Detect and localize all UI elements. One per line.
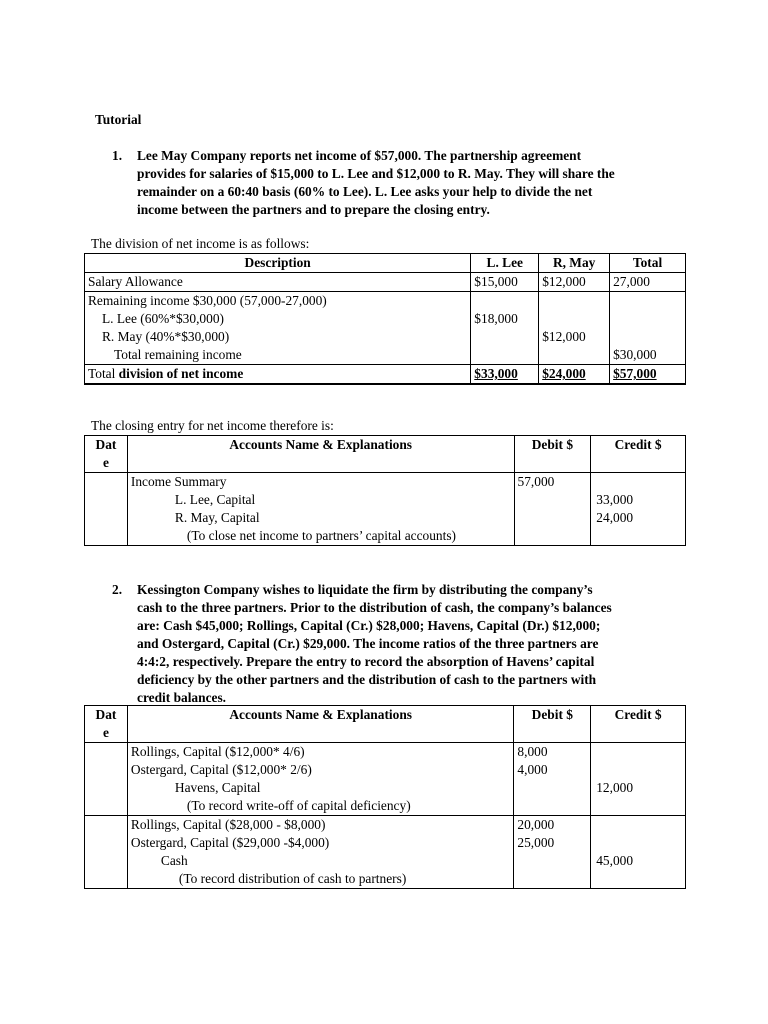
- table-row: [85, 816, 686, 889]
- debit-value: 8,000: [517, 744, 548, 759]
- q2-line: and Ostergard, Capital (Cr.) $29,000. The income ratios of the three partners are: [137, 636, 599, 651]
- q2-text: [137, 581, 612, 707]
- col-total: Total: [610, 254, 686, 273]
- q2-number: 2.: [112, 582, 123, 597]
- col-accounts: Accounts Name & Explanations: [127, 706, 513, 743]
- total-lee: $33,000: [474, 366, 518, 381]
- q1-text: [137, 147, 615, 219]
- credit-value: 45,000: [596, 853, 634, 868]
- total-lee-cell: [471, 365, 539, 385]
- q2-line: 4:4:2, respectively. Prepare the entry to record the absorption of Havens’ capital: [137, 654, 595, 669]
- remaining-may: $12,000: [542, 329, 586, 344]
- col-description: Description: [85, 254, 471, 273]
- debit-value: 57,000: [517, 474, 555, 489]
- salary-total: 27,000: [610, 273, 686, 292]
- account-line: Havens, Capital: [174, 780, 261, 795]
- page-title: Tutorial: [95, 112, 142, 127]
- total-desc-plain: Total: [88, 366, 119, 381]
- total-total-cell: [610, 365, 686, 385]
- total-desc: [85, 365, 471, 385]
- table-header-row: [85, 254, 686, 273]
- remaining-line: Total remaining income: [114, 347, 242, 362]
- closing-intro: The closing entry for net income therefore is:: [91, 418, 334, 433]
- remaining-may-cell: [539, 292, 610, 365]
- account-line: Rollings, Capital ($28,000 - $8,000): [130, 817, 326, 832]
- col-may: R, May: [539, 254, 610, 273]
- accounts-cell: [127, 743, 513, 816]
- table-row: [85, 292, 686, 365]
- remaining-lee: $18,000: [474, 311, 518, 326]
- table-row: [85, 273, 686, 292]
- credit-cell: [591, 816, 686, 889]
- explanation-line: (To record distribution of cash to partners): [178, 871, 407, 886]
- debit-cell: [514, 473, 591, 546]
- col-debit: Debit $: [514, 706, 591, 743]
- date-cell: [85, 473, 128, 546]
- q2-line: cash to the three partners. Prior to the distribution of cash, the company’s balances: [137, 600, 612, 615]
- q2-line: are: Cash $45,000; Rollings, Capital (Cr.) $28,000; Havens, Capital (Dr.) $12,000;: [137, 618, 601, 633]
- accounts-cell: [127, 473, 514, 546]
- account-line: Income Summary: [130, 474, 227, 489]
- account-line: Cash: [160, 853, 188, 868]
- account-line: Ostergard, Capital ($12,000* 2/6): [130, 762, 312, 777]
- q2-line: credit balances.: [137, 690, 227, 705]
- account-line: Rollings, Capital ($12,000* 4/6): [130, 744, 305, 759]
- credit-cell: [591, 473, 686, 546]
- total-may-cell: [539, 365, 610, 385]
- date-cell: [85, 816, 128, 889]
- col-date-2: e: [102, 455, 109, 470]
- col-date: [85, 436, 128, 473]
- credit-value: 24,000: [596, 510, 634, 525]
- col-debit: Debit $: [514, 436, 591, 473]
- remaining-lee-cell: [471, 292, 539, 365]
- table-header-row: [85, 706, 686, 743]
- remaining-line: Remaining income $30,000 (57,000-27,000): [88, 293, 327, 308]
- closing-entry-table: [84, 435, 686, 546]
- table-header-row: [85, 436, 686, 473]
- q1-line: Lee May Company reports net income of $57,000. The partnership agreement: [137, 148, 582, 163]
- col-credit: Credit $: [591, 706, 686, 743]
- q2-line: Kessington Company wishes to liquidate the firm by distributing the company’s: [137, 582, 593, 597]
- division-table: [84, 253, 686, 385]
- remaining-desc: [85, 292, 471, 365]
- account-line: R. May, Capital: [174, 510, 260, 525]
- accounts-cell: [127, 816, 513, 889]
- debit-value: 20,000: [517, 817, 555, 832]
- col-accounts: Accounts Name & Explanations: [127, 436, 514, 473]
- total-desc-bold: division of net income: [118, 366, 244, 381]
- explanation-line: (To record write-off of capital deficiency): [186, 798, 411, 813]
- liquidation-entry-table: [84, 705, 686, 889]
- date-cell: [85, 743, 128, 816]
- salary-may: $12,000: [539, 273, 610, 292]
- q1-line: provides for salaries of $15,000 to L. Lee and $12,000 to R. May. They will share the: [137, 166, 615, 181]
- col-date-2: e: [102, 725, 109, 740]
- q1-line: remainder on a 60:40 basis (60% to Lee). L. Lee asks your help to divide the net: [137, 184, 593, 199]
- col-date-1: Dat: [95, 707, 117, 722]
- account-line: L. Lee, Capital: [174, 492, 256, 507]
- salary-desc: Salary Allowance: [85, 273, 471, 292]
- table-row-total: [85, 365, 686, 385]
- q1-line: income between the partners and to prepare the closing entry.: [137, 202, 490, 217]
- q1-number: 1.: [112, 148, 123, 163]
- account-line: Ostergard, Capital ($29,000 -$4,000): [130, 835, 330, 850]
- col-date: [85, 706, 128, 743]
- col-credit: Credit $: [591, 436, 686, 473]
- credit-value: 12,000: [596, 780, 634, 795]
- debit-value: 25,000: [517, 835, 555, 850]
- table-row: [85, 473, 686, 546]
- remaining-line: L. Lee (60%*$30,000): [102, 311, 224, 326]
- credit-cell: [591, 743, 686, 816]
- credit-value: 33,000: [596, 492, 634, 507]
- total-may: $24,000: [542, 366, 586, 381]
- explanation-line: (To close net income to partners’ capital accounts): [186, 528, 457, 543]
- col-date-1: Dat: [95, 437, 117, 452]
- salary-lee: $15,000: [471, 273, 539, 292]
- remaining-total: $30,000: [613, 347, 657, 362]
- debit-value: 4,000: [517, 762, 548, 777]
- remaining-total-cell: [610, 292, 686, 365]
- col-lee: L. Lee: [471, 254, 539, 273]
- table-row: [85, 743, 686, 816]
- remaining-line: R. May (40%*$30,000): [102, 329, 230, 344]
- debit-cell: [514, 743, 591, 816]
- q2-line: deficiency by the other partners and the distribution of cash to the partners with: [137, 672, 597, 687]
- division-intro: The division of net income is as follows:: [91, 236, 310, 251]
- total-total: $57,000: [613, 366, 657, 381]
- debit-cell: [514, 816, 591, 889]
